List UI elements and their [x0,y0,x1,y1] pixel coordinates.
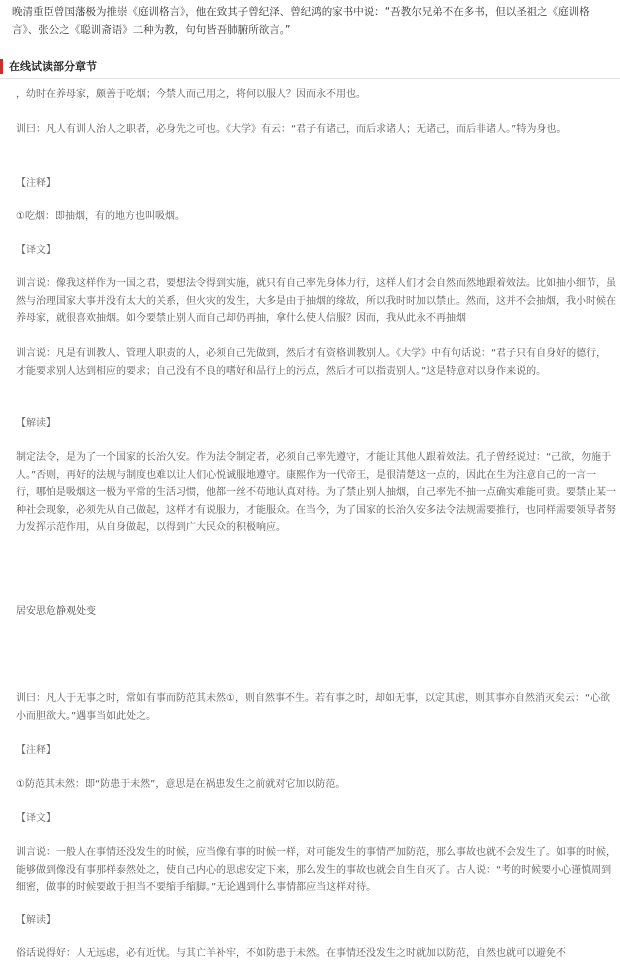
label-translation-1: 【译文】 [16,245,56,256]
chapter-heading: 居安思危静观处变 [16,606,96,617]
section-accent-bar [0,59,3,74]
paragraph-translation-1a: 训言说：像我这样作为一国之君，要想法令得到实施，就只有自己率先身体力行，这样人们才会自然而然地跟着效法。比如抽小细节，虽然与治理国家大事并没有太大的关系，但火灾的发生，大多是由于抽烟的缘故，所以我时时加以禁止。然而，这并不会抽烟，我小时候在养母家，就很喜欢抽烟。如今要禁止别人而自己却仍再抽，拿什么使人信服？因而，我从此永不再抽烟 [16,278,616,325]
paragraph-opening: ，幼时在养母家，颇善于吃烟；今禁人而己用之，将何以服人？因而永不用也。 [16,89,366,100]
section-header [0,56,620,79]
label-notes-2: 【注释】 [16,745,56,756]
paragraph-translation-2: 训言说：一般人在事情还没发生的时候，应当像有事的时候一样，对可能发生的事情严加防范，那么事故也就不会发生了。如事的时候，能够做到像没有事那样泰然处之，使自己内心的思虑安定下来，那么发生的事故也就会自生自灭了。古人说：“考的时候要小心谨慎周到细密，做事的时候要敢于担当不要缩手缩脚。”无论遇到什么事情都应当这样对待。 [16,847,616,894]
paragraph-commentary-1: 制定法令，是为了一个国家的长治久安。作为法令制定者，必须自己率先遵守，才能让其他人跟着效法。孔子曾经说过：“己欲，勿施于人。”否则，再好的法规与制度也难以让人们心悦诚服地遵守。康熙作为一代帝王，是很清楚这一点的，因此在生为注意自己的一言一行，哪怕是吸烟这一极为平常的生活习惯，他都一丝不苟地认真对待。为了禁止别人抽烟，自己率先不抽一点确实难能可贵。要禁止某一种社会现象，必须先从自己做起，这样才有说服力，才能服众。在当今，为了国家的长治久安多法令法规需要推行，也同样需要领导者努力发挥示范作用，从自身做起，以得到广大民众的积极响应。 [16,452,616,534]
paragraph-note-2: ①防范其未然：即“防患于未然”，意思是在祸患发生之前就对它加以防范。 [16,779,346,790]
paragraph-note-1: ①吃烟：即抽烟，有的地方也叫吸烟。 [16,211,185,222]
paragraph-translation-1b: 训言说：凡是有训教人、管理人职责的人，必须自己先做到，然后才有资格训教别人。《大学》中有句话说：“君子只有自身好的德行，才能要求别人达到相应的要求；自己没有不良的嗜好和品行上的污点，然后才可以指责别人。”这是特意对以身作来说的。 [16,348,607,377]
paragraph-commentary-2: 俗话说得好：人无远虑，必有近忧。与其亡羊补牢，不如防患于未然。在事情还没发生之时就加以防范，自然也就可以避免不 [16,948,566,959]
label-commentary-1: 【解读】 [16,418,56,429]
label-translation-2: 【译文】 [16,813,56,824]
section-title: 在线试读部分章节 [9,60,97,73]
intro-paragraph: 晚清重臣曾国藩极为推崇《庭训格言》，他在致其子曾纪泽、曾纪鸿的家书中说：“吾教尔兄弟不在多书，但以圣祖之《庭训格言》、张公之《聪训斋语》二种为教，句句皆吾肺腑所欲言。” [12,6,590,36]
paragraph-precept-1: 训曰：凡人有训人治人之职者，必身先之可也。《大学》有云：“君子有诸己，而后求诸人；无诸己，而后非诸人。”特为身也。 [16,124,567,135]
label-notes-1: 【注释】 [16,178,56,189]
paragraph-precept-2: 训曰：凡人于无事之时，常如有事而防范其未然①，则自然事不生。若有事之时，却如无事，以定其虑，则其事亦自然消灭矣云：“心欲小而胆欲大。”遇事当如此处之。 [16,693,611,722]
label-commentary-2: 【解读】 [16,915,56,926]
